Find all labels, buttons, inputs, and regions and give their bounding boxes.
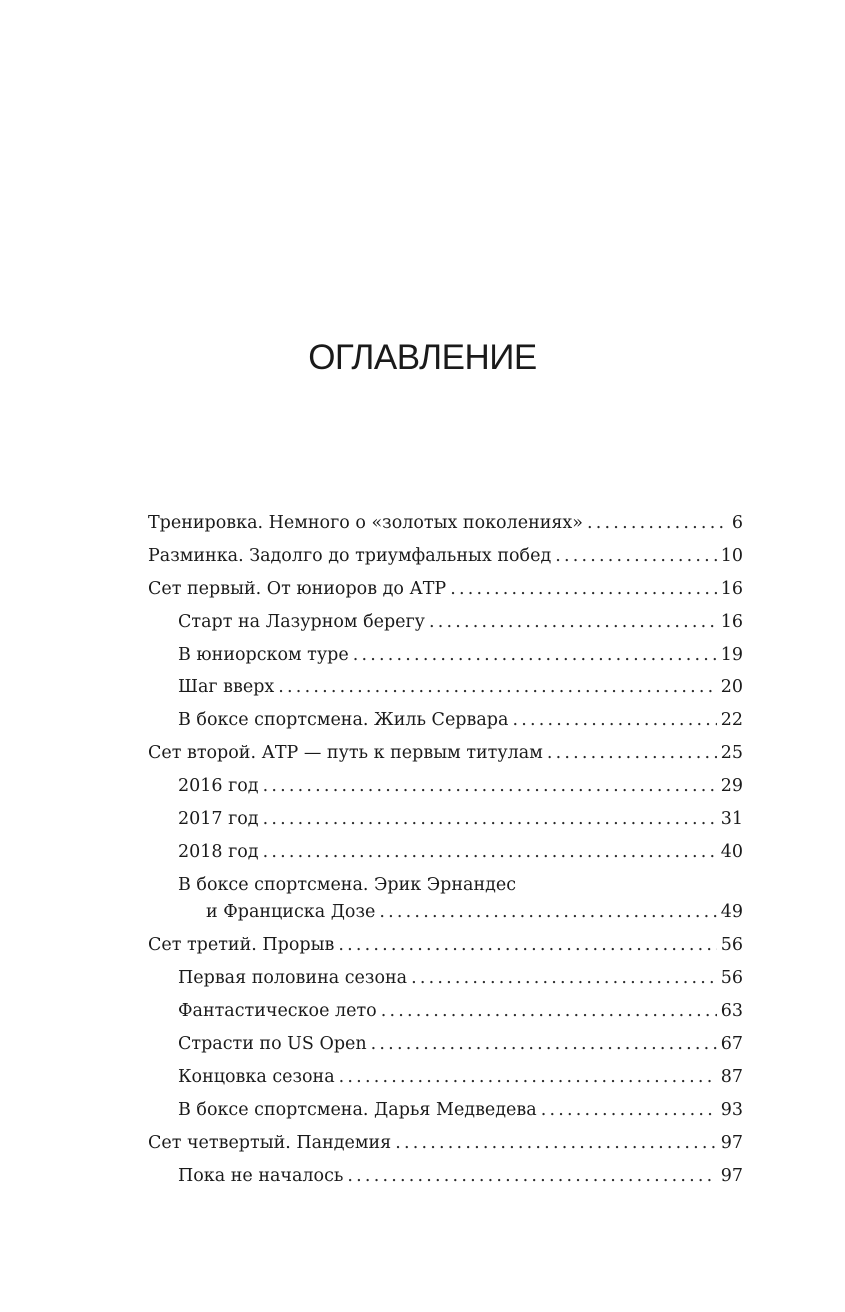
dot-leader: [339, 1065, 717, 1089]
toc-entry-page: 22: [720, 710, 743, 730]
dot-leader: [395, 1131, 717, 1155]
toc-entry: [148, 511, 743, 535]
dot-leader: [338, 933, 716, 957]
toc-subentry: [178, 610, 743, 634]
toc-entry-label: Тренировка. Немного о «золотых поколениях»: [148, 513, 584, 533]
toc-entry-label: Пока не началось: [178, 1166, 344, 1186]
toc-entry-page: 97: [720, 1133, 743, 1153]
toc-entry-label: Старт на Лазурном берегу: [178, 612, 425, 632]
toc-entry-label: В боксе спортсмена. Жиль Сервара: [178, 710, 509, 730]
dot-leader: [263, 807, 717, 831]
toc-subentry-continuation: [206, 900, 743, 924]
toc-entry-page: 10: [720, 546, 743, 566]
toc-subentry: [178, 966, 743, 990]
toc-entry-page: 40: [720, 842, 743, 862]
dot-leader: [429, 610, 717, 634]
dot-leader: [347, 1164, 716, 1188]
toc-entry-page: 16: [720, 612, 743, 632]
dot-leader: [263, 774, 717, 798]
toc-subentry: [178, 1065, 743, 1089]
toc-entry-page: 6: [731, 513, 743, 533]
toc-entry-label: В боксе спортсмена. Дарья Медведева: [178, 1100, 537, 1120]
toc-entry-label: Сет второй. АТР — путь к первым титулам: [148, 743, 543, 763]
toc-subentry: [178, 840, 743, 864]
toc-subentry: [178, 999, 743, 1023]
toc-entry-page: 49: [720, 902, 743, 922]
toc-subentry: [178, 1098, 743, 1122]
toc-subentry: [178, 807, 743, 831]
toc-subentry: [178, 675, 743, 699]
toc-entry: [148, 544, 743, 568]
toc-subentry: [178, 1032, 743, 1056]
toc-subentry: [178, 1164, 743, 1188]
toc-subentry: [178, 708, 743, 732]
dot-leader: [547, 741, 717, 765]
toc-entry: [148, 933, 743, 957]
dot-leader: [587, 511, 728, 535]
toc-entry-label: Шаг вверх: [178, 677, 275, 697]
dot-leader: [541, 1098, 717, 1122]
toc-entry-page: 56: [720, 968, 743, 988]
toc-entry-label: Первая половина сезона: [178, 968, 408, 988]
toc-entry: [148, 1131, 743, 1155]
toc-entry-label: В боксе спортсмена. Эрик Эрнандес: [178, 875, 517, 895]
toc-entry-page: 67: [720, 1034, 743, 1054]
toc-entry-label: Фантастическое лето: [178, 1001, 377, 1021]
toc-entry-page: 29: [720, 776, 743, 796]
toc-entry: [148, 741, 743, 765]
toc-entry-page: 19: [720, 645, 743, 665]
toc-entry-page: 87: [720, 1067, 743, 1087]
toc-entry-page: 97: [720, 1166, 743, 1186]
toc-entry: [148, 577, 743, 601]
toc-entry-page: 63: [720, 1001, 743, 1021]
toc-entry-label: 2016 год: [178, 776, 259, 796]
toc-entry-label: В юниорском туре: [178, 645, 349, 665]
toc-entry-label-continuation: и Франциска Дозе: [206, 902, 376, 922]
dot-leader: [263, 840, 717, 864]
toc-entry-page: 56: [720, 935, 743, 955]
dot-leader: [379, 900, 716, 924]
toc-subentry: [178, 774, 743, 798]
dot-leader: [411, 966, 717, 990]
toc-entry-page: 25: [720, 743, 743, 763]
toc-entry-label: 2018 год: [178, 842, 259, 862]
dot-leader: [278, 675, 716, 699]
toc-entry-label: Страсти по US Open: [178, 1034, 367, 1054]
dot-leader: [512, 708, 716, 732]
toc-subentry: [178, 643, 743, 667]
dot-leader: [371, 1032, 717, 1056]
toc-entry-label: Разминка. Задолго до триумфальных побед: [148, 546, 552, 566]
dot-leader: [353, 643, 717, 667]
dot-leader: [381, 999, 717, 1023]
toc-entry-label: Сет третий. Прорыв: [148, 935, 335, 955]
toc-entry-label: 2017 год: [178, 809, 259, 829]
toc-entry-page: 93: [720, 1100, 743, 1120]
toc-entry-page: 20: [720, 677, 743, 697]
dot-leader: [450, 577, 717, 601]
toc-entry-label: Сет первый. От юниоров до АТР: [148, 579, 447, 599]
toc-entry-page: 31: [720, 809, 743, 829]
page-title: ОГЛАВЛЕНИЕ: [308, 338, 537, 377]
toc-entry-label: Концовка сезона: [178, 1067, 335, 1087]
toc-entry-label: Сет четвертый. Пандемия: [148, 1133, 392, 1153]
dot-leader: [555, 544, 717, 568]
toc-entry-page: 16: [720, 579, 743, 599]
